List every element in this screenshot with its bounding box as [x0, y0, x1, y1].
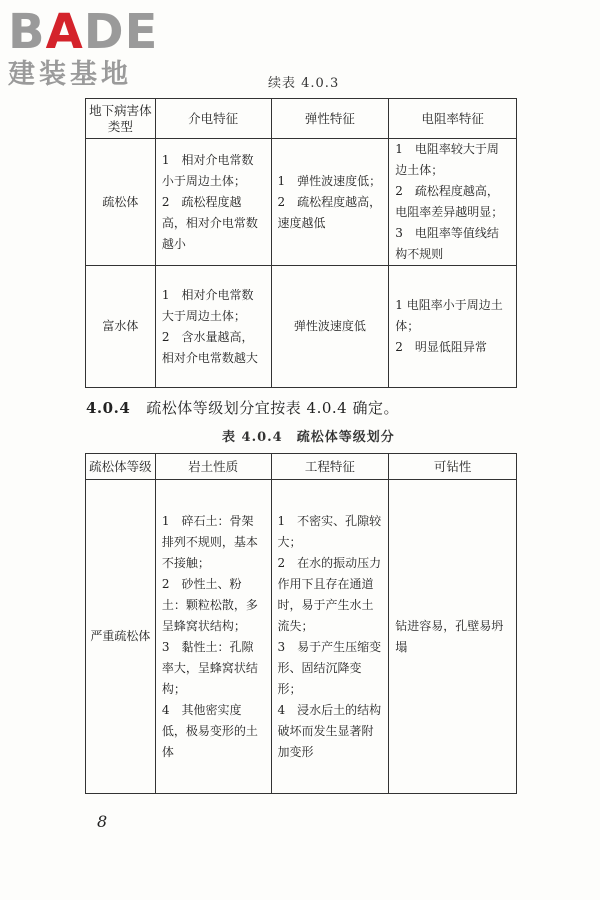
- table-header-row: [86, 99, 517, 139]
- column-header: 介电特征: [155, 99, 271, 139]
- table-4-0-4: [85, 453, 517, 794]
- table-caption: 表 4.0.4 疏松体等级划分: [222, 430, 395, 445]
- table-row: [86, 266, 517, 388]
- clause-text: 疏松体等级划分宜按表 4.0.4 确定。: [146, 399, 399, 417]
- page-number: 8: [97, 812, 108, 831]
- table-cell: 钻进容易，孔壁易坍塌: [389, 480, 517, 794]
- logo: [8, 6, 178, 96]
- table-cell: 1 电阻率较大于周边土体； 2 疏松程度越高，电阻率差异越明显； 3 电阻率等值线结构不规则: [389, 139, 517, 266]
- column-header: 可钻性: [389, 454, 517, 480]
- column-header: 工程特征: [271, 454, 389, 480]
- table-continued-4-0-3: [85, 98, 517, 388]
- table-cell: 弹性波速度低: [271, 266, 389, 388]
- table-cell: 富水体: [86, 266, 156, 388]
- table-cell: 严重疏松体: [86, 480, 156, 794]
- table-header-row: [86, 454, 517, 480]
- clause-4-0-4: [86, 397, 399, 418]
- table-cell: 1 相对介电常数小于周边土体； 2 疏松程度越高，相对介电常数越小: [155, 139, 271, 266]
- table-cell: 疏松体: [86, 139, 156, 266]
- table-cell: 1 碎石土：骨架排列不规则，基本不接触； 2 砂性土、粉土：颗粒松散，多呈蜂窝状结构； 3 黏性土：孔隙率大，呈蜂窝状结构； 4 其他密实度低，极易变形的土体: [155, 480, 271, 794]
- column-header: 地下病害体类型: [86, 99, 156, 139]
- table-cell: 1 弹性波速度低； 2 疏松程度越高，速度越低: [271, 139, 389, 266]
- column-header: 岩土性质: [155, 454, 271, 480]
- clause-number: 4.0.4: [86, 399, 131, 417]
- logo-brand: BADE: [8, 4, 159, 60]
- table-row: [86, 139, 517, 266]
- table-cell: 1 相对介电常数大于周边土体； 2 含水量越高，相对介电常数越大: [155, 266, 271, 388]
- column-header: 弹性特征: [271, 99, 389, 139]
- logo-subtitle: 建装基地: [8, 59, 132, 90]
- table-cell: 1 电阻率小于周边土体； 2 明显低阻异常: [389, 266, 517, 388]
- table-caption: 续表 4.0.3: [268, 76, 340, 91]
- table-cell: 1 不密实、孔隙较大； 2 在水的振动压力作用下且存在通道时，易于产生水土流失； 3 易于产生压缩变形、固结沉降变形； 4 浸水后土的结构破坏而发生显著附加变形: [271, 480, 389, 794]
- table-row: [86, 480, 517, 794]
- column-header: 疏松体等级: [86, 454, 156, 480]
- column-header: 电阻率特征: [389, 99, 517, 139]
